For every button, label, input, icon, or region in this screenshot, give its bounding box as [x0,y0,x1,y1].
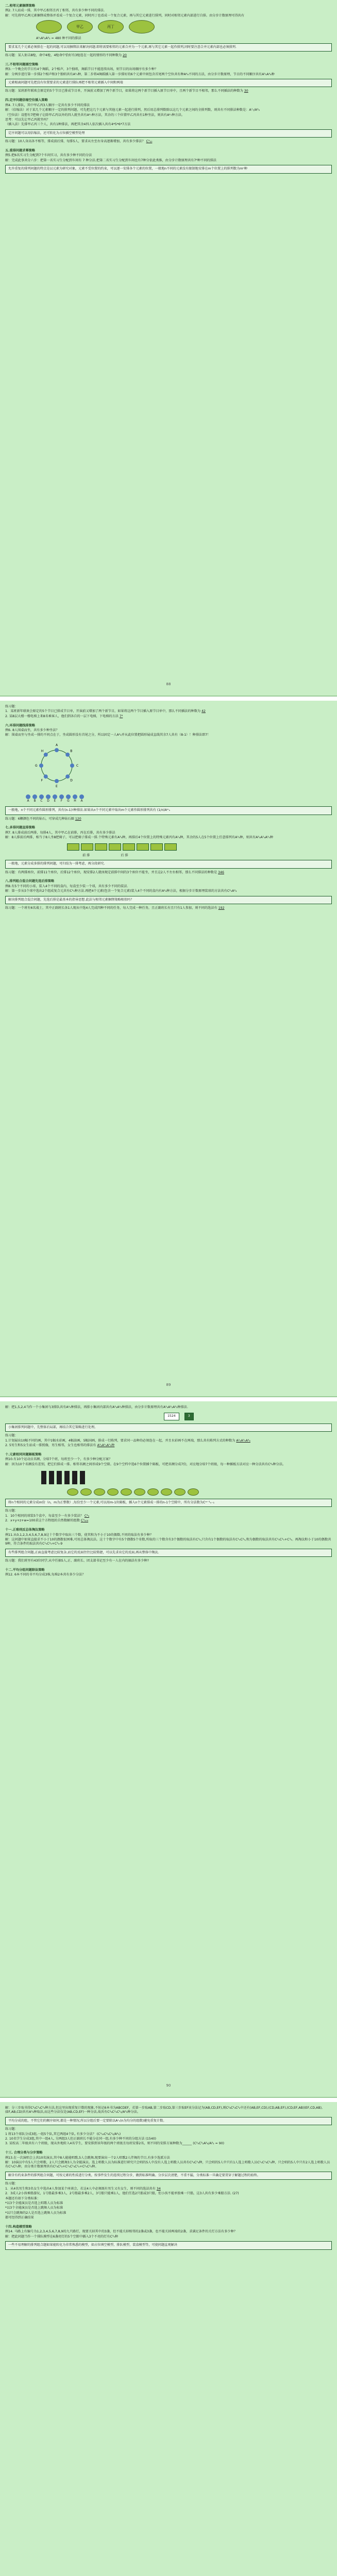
seat-label: E [56,784,58,788]
strategy-note: 元素相离问题可先把没有位置要求的元素进行排队再把不相邻元素插入中间和两端 [5,79,332,87]
seat-dot [44,774,48,778]
strategy-note: 一般地，元素分成多排的排列问题，可归结为一排考虑，再分段研究. [5,860,332,868]
chain-node [73,794,77,803]
seat-label: C [76,764,79,768]
example-text: 例11.从0,1,2,3,4,5,6,7,8,9这十个数字中取出三个数，使其和为不小于10的偶数,不同的取法有多少种？ [5,1533,154,1537]
practice-text [5,140,332,144]
example-text: 例4. 7人排队，其中甲乙丙3人顺序一定共有多少不同的排法 [5,103,90,107]
chain-node [32,794,37,803]
divider-bar [80,1471,85,1484]
chain-label: C [40,799,43,803]
solution-text: 解：（倍缩法）对于某几个元素顺序一定的排列问题，可先把这几个元素与其他元素一起进行排列，然后用总排列数除以这几个元素之间的全排列数，则共有不同排法种数是：A⁷₇/A³₃ [5,108,260,112]
chain-dot [79,794,84,799]
solution-text: （插入法）先排甲乙丙三个人，共有1种排法，再把其余4四人依次插入共有4*5*6*7方法 [5,123,131,127]
practice-answer: A²₂A⁵₅A⁴₄ [236,1438,250,1443]
strategy-note: 允许重复的排列问题的特点是以元素为研究对象，元素不受位置的约束，可以逐一安排各个元素的位置，一般地n不同的元素没有限制地安排在m个位置上的排列数为mⁿ种 [5,165,332,173]
practice-question: 练习题：10人身高各不相等，排成前后排，每排5人，要求从左至右身高逐渐增加，共有多少排法？ [5,140,145,144]
ellipse-element [36,20,62,33]
chain-label: E [54,799,56,803]
seat-label: A [56,743,58,747]
practice-answer: C⁴₉ [84,1514,90,1518]
practice-text [5,2137,332,2141]
divider-illustration [41,1471,332,1484]
solution-text: 解：这问题中如果直接求不小于10的偶数很困难,可用总体淘汰法。这十个数字中有5个偶数5个奇数,所取的三个数含有3个偶数的取法有C³₅,只含有1个偶数的取法有C¹₅C²₅,和为偶数的取法共有C¹₅C²₅+C³₅。再淘汰和小于10的偶数共9种，符合条件的取法共有C¹₅C²₅+C³₅-9 [5,1537,331,1546]
seat-dot [55,748,59,752]
practice-text [5,2187,332,2191]
seat-row [67,843,332,851]
page-number: 88 [166,682,171,686]
seat-label: F [41,778,43,783]
group-illustration [160,1413,332,1420]
chain-node [59,794,64,803]
practice-text [5,89,332,93]
quota-oval [67,1488,78,1496]
seat-label: D [70,778,73,783]
solution-text: 解：把1,5,2,4当作一个小集团与3排队共有A²₂种排法，再排小集团内部共有A²₂A²₂种排法，由分步计数原理共有A²₂A²₂A²₂种排法. [5,1405,188,1409]
practice-question: 练习题：一个班有6名战士，其中正副班长各1人现从中选4人完成四种不同的任务，每人完成一种任务，且正副班长有且只有1人参加，则不同的选法有 [5,906,217,910]
chain-label: A [80,799,83,803]
divider-bar [72,1471,77,1484]
practice-heading: 练习题： [5,705,18,708]
chain-dot [26,794,30,799]
back-row-label: 后 排 [121,853,128,857]
solution-text: 解：分两步进行第一步排2个相声和3个独唱共有A⁵₅种，第二步将4舞蹈插入第一步排好的6个元素中间包含首尾两个空位共有种A⁴₆不同的方法，由分步计数原理，节目的不同顺序共有A⁵₅A⁴₆种 [5,72,275,76]
solution-text: 思考：可以先让甲乙丙就坐吗？ [5,117,50,122]
practice-answer: C⁵₁₀ [146,140,153,144]
practice-text [5,1444,332,1448]
example-text: 例6. 8人围桌而坐，共有多少种坐法？ [5,728,59,733]
practice-question: 2. 5男生和5女生站成一排照像，男生相邻，女生也相邻的排法有 [5,1444,96,1448]
practice-text [5,2192,332,2196]
practice-answer: 120 [75,817,81,821]
practice-text [5,715,332,719]
practice-text: 练习题：我们班里有43位同学,从中任抽5人,正、副班长、团支部书记至少有一人在内的抽法有多少种? [5,1559,149,1563]
bullet-item: *以只会跳舞的2人是否选上跳舞人员为标准 [5,2211,66,2215]
divider-bar [49,1471,54,1484]
chain-dot [46,794,50,799]
chain-dot [32,794,37,799]
practice-answer: (C²₄C²₂A²₆/A²₂ = 90) [193,2142,225,2146]
practice-question: 1.计划展出10幅不同的画，其中1幅水彩画，4幅油画，5幅国画，排成一行陈列，要求同一品种的必须连在一起，并且水彩画不在两端，那么共有陈列方式的种数为 [5,1438,235,1443]
quota-oval [188,1488,199,1496]
divider-bar [64,1471,70,1484]
section-heading: 二.相邻元素捆绑策略 [5,4,36,8]
solution-text: 解：把此问题当作一个排队模型在6盏亮灯的5个空隙中插入3个不亮的灯有C³₅种 [5,2234,119,2239]
chain-dot [66,794,71,799]
round-table-diagram [26,740,129,791]
quota-oval [161,1488,172,1496]
seat-block [123,843,135,851]
practice-answer: 7⁸ [119,714,123,718]
practice-heading: 练习题： [5,1509,18,1513]
strategy-note: 有些排列组合问题,正面直接考虑比较复杂,而它的反面往往比较简捷，可以先求出它的反面,再从整体中淘汰. [5,1549,332,1557]
example-text: 例3.一个晚会的节目有4个舞蹈，2个相声，3个独唱，舞蹈节目不能连续出场，则节目的出场顺序有多少种？ [5,67,158,72]
quota-oval [121,1488,132,1496]
practice-question: 1．从4名男生和3名女生中选出4人参加某个座谈会，若这4人中必须既有男生又有女生，则不同的选法共有 [5,2187,156,2191]
chain-label: B [33,799,36,803]
example-text: 例8.有5个不同的小球，装入4个不同的盒内，每盒至少装一个球，共有多少不同的装法. [5,884,128,888]
strategy-note: 解含有约束条件的排列组合问题，可按元素的性质进行分类，按事件发生的连续过程分步，做到标准明确。分步层次清楚，不重不漏，分类标准一旦确定要贯穿于解题过程的始终。 [5,2172,332,2180]
bullet-item: *以3个全能演员是否选上唱歌人员为标准 [5,2201,63,2205]
seat-dot [55,779,59,783]
practice-question: 练习题：某班新年联欢会原定的5个节目已排成节目单，开演前又增加了两个新节目，如果将这两个新节目插入原节目单中，且两个新节目不相邻，那么不同插法的种数为 [5,89,243,93]
chain-label: A [27,799,29,803]
practice-question: 练习题：某人射击8枪，命中4枪，4枪命中恰好有3枪连在一起的情形的不同种数为 [5,54,122,58]
section-heading: 三.不相邻问题插空策略 [5,62,39,66]
practice-text [5,709,332,714]
page-number: 89 [166,1382,171,1387]
chain-node [26,794,30,803]
ellipse-element [129,20,155,33]
practice-answer: 34 [156,2187,161,2191]
example-text: 例12. 6本不同的书平均分成3堆,每堆2本共有多少分法？ [5,1573,86,1577]
practice-question: 练习题：有两排座位，前排11个座位，后排12个座位，现安排2人就座规定前排中间的3个座位不能坐，并且这2人不左右相邻，那么不同排法的种数是 [5,870,217,874]
strategy-note: 定序问题可以用倍缩法，还可转化为占位插空模型处理 [5,129,332,138]
quota-oval [174,1488,186,1496]
section-heading: 五.重排问题求幂策略 [5,148,36,152]
practice-text [5,1514,332,1518]
seat-label: H [41,749,44,753]
row-labels [82,854,332,858]
example-text: 例13.在一次演唱会上共10名演员,其中8人能能唱歌,5人会跳舞,现要演出一个2人唱歌2人伴舞的节目,有多少选派方法 [5,2156,170,2160]
section-heading: 十二.平均分组问题除法策略 [5,1568,45,1572]
practice-heading: 练习题： [5,2182,18,2186]
group-pill: 1524 [164,1413,179,1420]
practice-answer: (1540) [145,2137,157,2141]
chain-node [79,794,84,803]
quota-oval [147,1488,159,1496]
section-heading: 八.排列组合混合问题先选后排策略 [5,879,55,884]
seat-block [109,843,121,851]
practice-question: 3. 某校高二年级共有六个班级，现从外地转入4名学生，要安排到该年级的两个班级且每班安排2名，则不同的安排方案种数为______ [5,2142,192,2146]
practice-question: 1．某班新年联欢会原定的5个节目已排成节目单，开演前又增加了两个新节目，如果将这两个节目插入原节目单中，那么不同插法的种数为 [5,709,201,714]
practice-question: 练习题：6颗颜色不同的钻石，可穿成几种钻石圈 [5,817,74,821]
example-text: 例7. 8人排成前后两排，每排4人，其中甲乙在前排，丙在后排，共有多少排法 [5,831,115,835]
chain-label: H [74,799,76,803]
strategy-note: 一些不易理解的排列组合题如果能转化为非常熟悉的模型，如占位填空模型，排队模型，装盒模型等，可使问题直观解决 [5,2241,332,2249]
chain-dot [39,794,44,799]
practice-answer: 192 [218,906,225,910]
solution-text: 解：分三步取书得C²₆C²₄C²₂种方法,但这里出现重复计数的现象,不妨记6本书为ABCDEF，若第一步取AB,第二步取CD,第三步取EF该分法记为(AB,CD,EF),则C²₆C²₄C²₂中还有(AB,EF,CD),(CD,AB,EF),(CD,EF,AB)(EF,CD,AB),(EF,AB,CD)共有A³₃种取法,而这些分法仅是(AB,CD,EF)一种分法,故共有C²₆C²₄C²₂/A³₃种分法。 [5,2106,323,2114]
practice-text [5,2132,332,2137]
strategy-note: 要求某几个元素必须排在一起的问题,可以用捆绑法来解决问题.即将需要相邻的元素合并为一个元素,再与其它元素一起作排列,同时要注意合并元素内部也必须排列. [5,43,332,52]
solution-text: 解：完成此事共分六步：把第一名实习生分配到车间有 7 种分法.把第二名实习生分配到车间也有7种分依此类推，由分步计数原理共有7⁶种不同的排法 [5,158,216,162]
line-diagram [26,794,332,803]
ellipse-element: 丙丁 [98,20,124,33]
solution-text: 解：可先将甲乙两元素捆绑成整体并看成一个复合元素，同时丙丁也看成一个复合元素，再与其它元素进行排列，同时对相邻元素内部进行自排。由分步计数原理可得共有 [5,13,245,18]
page-2 [0,701,337,1397]
divider-bar [41,1471,46,1484]
section-heading: 四.定序问题倍缩空位插入策略 [5,98,48,103]
practice-answer: 42 [201,709,206,714]
seat-dot [65,753,70,757]
seat-block [67,843,79,851]
practice-text: 都可经得到正确结果 [5,2216,34,2220]
quota-oval [107,1488,119,1496]
page-4 [0,2102,337,2576]
strategy-note: 小集团排列问题中，先整体后局部，再结合其它策略进行处理。 [5,1423,332,1432]
single-pill: 3 [184,1413,194,1420]
quota-oval [94,1488,105,1496]
chain-node [66,794,71,803]
seat-block [137,843,149,851]
practice-question: 1．10个相同的球装5个盒中，每盒至少一有多少装法？ [5,1514,83,1518]
section-heading: 十.元素相同问题隔板策略 [5,1452,42,1456]
seat-label: G [35,764,38,768]
practice-heading: 练习题： [5,1434,18,1438]
practice-answer: (27) [232,2192,239,2196]
section-heading: 七.多排问题直排策略 [5,826,36,830]
solution-text: 解：围桌而坐与坐成一排的不同点在于，坐成圆形没有首尾之分，所以固定一人A⁴₄并从此位置把圆形展成直线其余7人共有（8-1）！种排法即7！ [5,733,211,737]
practice-text [5,2142,332,2146]
seat-label: B [70,749,73,753]
formula: A⁵₅A²₂A²₂ = 480 种不同的排法 [36,37,81,41]
practice-text [5,54,332,58]
page-3 [0,1401,337,2098]
seat-dot [44,753,48,757]
solution-text: 解：第一步从5个球中选出2个组成复合元共有C²₅种方法.再把4个元素(包含一个复合元素)装入4个不同的盒内有A⁴₄种方法，根据分步计数原理装球的方法共有C²₅A⁴₄ [5,889,237,893]
strategy-note: 将n个相同的元素分成m份（n，m为正整数）,每份至少一个元素,可以用m-1块隔板，插入n个元素排成一排的n-1个空隙中，所有分法数为Cᵐ⁻¹ₙ₋₁ [5,1499,332,1507]
practice-answer: (C⁵₁₃C⁴₈C⁴₄/A²₂) [96,2132,121,2136]
seat-block [150,843,163,851]
practice-text [5,1519,332,1523]
strategy-note: 解决排列组合混合问题，先选后排是最基本的指导思想.此法与相邻元素捆绑策略相似吗？ [5,896,332,904]
page-1 [0,0,337,697]
practice-question: 2. 某8层大楼一楼电梯上来8名乘客人，他们到各自的一层下电梯，下电梯的方法 [5,714,119,718]
chain-node [39,794,44,803]
seat-dot [65,774,70,778]
solution-text: 解：因为10个名额没有差别，把它们排成一排。相邻名额之间形成9个空隙。在9个空档中选6个位置插个隔板，可把名额分成7份，对应地分给7个班级，每一种插板方法对应一种分法共有C⁶₉种分法。 [5,1462,286,1466]
practice-heading: 练习题： [5,2127,18,2131]
seat-dot [70,764,74,768]
practice-answer: 20 [123,54,127,58]
example-text: 例5.把6名实习生分配到7个车间实习，共有多少种不同的分法 [5,154,92,158]
section-heading: 十一.正难则反总体淘汰策略 [5,1528,45,1532]
solution-text: （空位法）设想有7把椅子让除甲乙丙以外的四人就坐共有A⁴₇种方法，其余的三个位置甲乙丙共有1种坐法，则共有A⁴₇种方法。 [5,113,185,117]
chain-label: F [60,799,63,803]
solution-text: 解：10演员中有5人只会唱歌，2人只会跳舞3人为全能演员。选上唱歌人员为标准进行研究只会唱的5人中没有人选上唱歌人员共有C²₃C²₃种，只会唱的5人中只有1人选上唱歌人员C¹₅C¹₃C²₄种，只会唱的5人中只有2人选上唱歌人员有C²₅C²₅种，由分类计数原理共有C²₃C²₃+C¹₅C¹₃C²₄+C²₅C²₅种。 [5,2161,330,2169]
solution-text: 解：8人排前后两排，相当于8人坐8把椅子，可以把椅子排成一排.个特殊元素有A²₄种，再排后4个位置上的特殊元素丙有A¹₄种，其余的5人在5个位置上任意排列有A⁵₅种，则共有A²₄A¹₄A⁵₅种 [5,836,274,840]
practice-text [5,871,332,875]
quota-oval [80,1488,92,1496]
bullet-item: *以3个全能演员是否选上跳舞人员为标准 [5,2206,63,2210]
quota-row [67,1488,332,1496]
chain-node [46,794,50,803]
practice-text: 本题还有如下分类标准： [5,2196,41,2200]
chain-label: D [47,799,49,803]
strategy-note: 一般地，n个不同元素作圆形排列，共有(n-1)!种排法.如果从n个不同元素中取出m个元素作圆形排列共有 (1/n)Aᵐₙ [5,806,332,815]
practice-answer: 346 [218,870,224,874]
divider-bar [57,1471,62,1484]
example-text: 例14. 马路上有编号为1,2,3,4,5,6,7,8,9的九只路灯，现要关掉其中的3盏，但不能关掉相邻的2盏或3盏，也不能关掉两端的2盏，求满足条件的关灯方法有多少种？ [5,2230,237,2234]
chain-node [53,794,57,803]
seat-block [164,843,177,851]
practice-text [5,906,332,910]
chain-label: G [67,799,70,803]
seat-dot [39,764,43,768]
example-text: 例2. 7人站成一排，其中甲乙相邻且丙丁相邻，共有多少种不同的排法. [5,9,105,13]
page-number: 90 [166,2083,171,2088]
example-text: 例10.有10个运动员名额，分给7个班，每班至少一个，有多少种分配方案？ [5,1458,112,1462]
chain-dot [59,794,64,799]
quota-oval [134,1488,145,1496]
practice-question: 2．x+y+z+w=100求这个方程组的自然数解的组数 [5,1519,80,1523]
strategy-note: 平均分成的组，不管它们的顺序如何,都是一种情况,所以分组后要一定要除以Aⁿₙ(n为均分的组数)避免重复计数。 [5,2117,332,2125]
front-row-label: 前 排 [82,853,90,857]
ellipse-element: 甲乙 [67,20,93,33]
practice-question: 1 将13个球队分成3组,一组5个队,其它两组4个队, 有多少分法？ [5,2132,96,2136]
practice-question: 2．3成人2小孩乘船游玩，1号船最多乘3人，2号船最多乘2人，3号船只能乘1人，他们任选2只船或3只船，但小孩不能单独乘一只船，这3人共有多少乘船方法. [5,2192,232,2196]
practice-answer: C³₁₀₃ [80,1519,89,1523]
practice-answer: A²₂A⁵₅A⁵₅种 [97,1444,115,1448]
section-heading: 十三. 合理分类与分步策略 [5,2151,43,2155]
seat-block [81,843,93,851]
practice-text [5,1439,332,1443]
section-heading: 六.环排问题线排策略 [5,723,36,727]
chain-dot [53,794,57,799]
chain-dot [73,794,77,799]
seat-block [95,843,107,851]
ellipse-group [36,20,332,33]
practice-text [5,817,332,821]
section-heading: 十四.构造模型策略 [5,2225,32,2229]
practice-question: 2. 10名学生分成3组,其中一组4人, 另两组3人但正副班长不能分在同一组,有多少种不同的分组方法 [5,2137,145,2141]
practice-answer: 30 [244,89,248,93]
